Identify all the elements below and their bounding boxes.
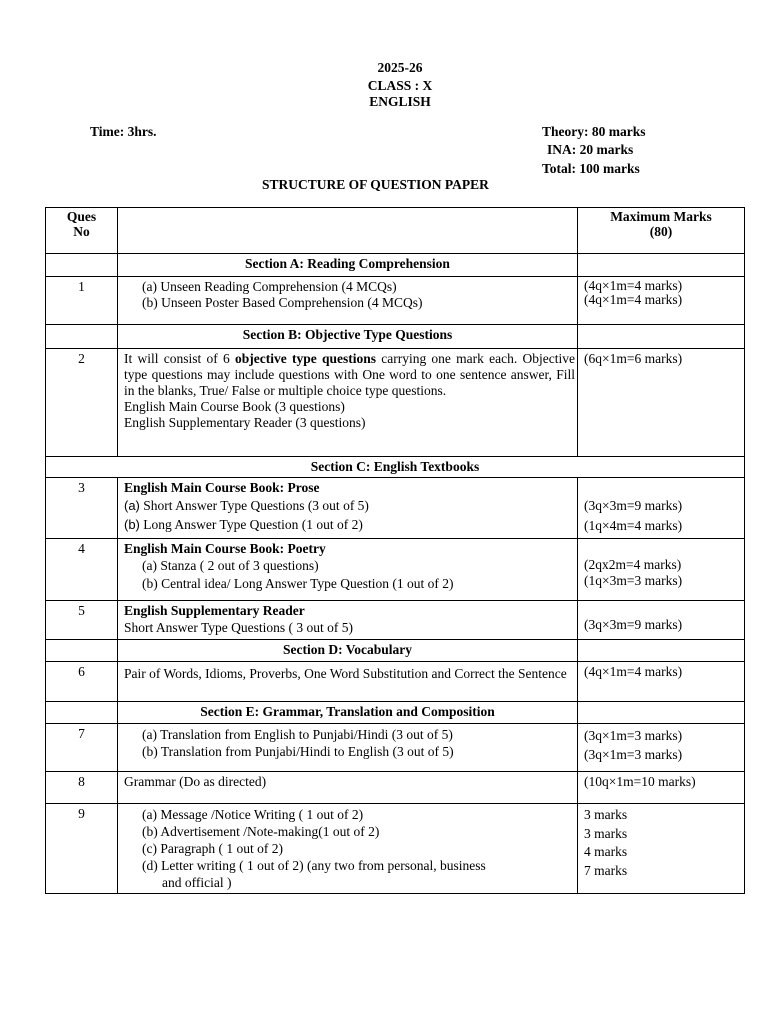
question-row-9 — [46, 804, 745, 894]
question-row-3 — [46, 478, 745, 539]
question-description: (a) Message /Notice Writing ( 1 out of 2) (b) Advertisement /Note-making(1 out of 2) (c) Paragraph ( 1 out of 2) (d) Letter writing ( 1 out of 2) (any two from personal, business and official ) — [118, 804, 578, 894]
question-number: 4 — [46, 539, 118, 601]
question-description: English Supplementary Reader Short Answer Type Questions ( 3 out of 5) — [118, 601, 578, 640]
time-label: Time: 3hrs. — [90, 124, 157, 139]
section-a-title: Section A: Reading Comprehension — [118, 254, 578, 277]
subject-heading: ENGLISH — [369, 94, 431, 109]
total-marks: Total: 100 marks — [542, 161, 640, 176]
question-number: 3 — [46, 478, 118, 539]
section-a-row — [46, 254, 745, 277]
section-b-row — [46, 325, 745, 349]
class-heading: CLASS : X — [367, 78, 433, 93]
section-c-title: Section C: English Textbooks — [46, 457, 745, 478]
col-header-qno: Ques No — [46, 208, 118, 254]
question-row-6 — [46, 662, 745, 702]
question-marks: (2qx2m=4 marks) (1q×3m=3 marks) — [578, 539, 745, 601]
section-e-row — [46, 702, 745, 724]
question-number: 7 — [46, 724, 118, 772]
table-header-row — [46, 208, 745, 254]
question-row-7 — [46, 724, 745, 772]
question-marks: (3q×1m=3 marks) (3q×1m=3 marks) — [578, 724, 745, 772]
theory-marks: Theory: 80 marks — [542, 124, 646, 139]
question-row-4 — [46, 539, 745, 601]
question-description: Grammar (Do as directed) — [118, 772, 578, 804]
question-number: 5 — [46, 601, 118, 640]
question-description: English Main Course Book: Poetry (a) Stanza ( 2 out of 3 questions) (b) Central idea/ Long Answer Type Question (1 out of 2) — [118, 539, 578, 601]
question-marks: (10q×1m=10 marks) — [578, 772, 745, 804]
section-e-title: Section E: Grammar, Translation and Composition — [118, 702, 578, 724]
ina-marks: INA: 20 marks — [547, 142, 634, 157]
section-b-title: Section B: Objective Type Questions — [118, 325, 578, 349]
section-c-row — [46, 457, 745, 478]
question-marks: (4q×1m=4 marks) (4q×1m=4 marks) — [578, 277, 745, 325]
structure-title: STRUCTURE OF QUESTION PAPER — [262, 177, 489, 192]
section-d-title: Section D: Vocabulary — [118, 640, 578, 662]
question-row-1 — [46, 277, 745, 325]
question-paper-table — [45, 207, 745, 894]
year-heading: 2025-26 — [377, 60, 423, 75]
question-description: Pair of Words, Idioms, Proverbs, One Word Substitution and Correct the Sentence — [118, 662, 578, 702]
question-marks: (6q×1m=6 marks) — [578, 349, 745, 457]
col-header-max-marks — [578, 208, 745, 254]
question-row-5 — [46, 601, 745, 640]
question-description: (a) Translation from English to Punjabi/Hindi (3 out of 5) (b) Translation from Punjabi/Hindi to English (3 out of 5) — [118, 724, 578, 772]
max-marks-label: Maximum Marks — [610, 209, 712, 224]
question-marks: (3q×3m=9 marks) (1q×4m=4 marks) — [578, 478, 745, 539]
question-marks: (4q×1m=4 marks) — [578, 662, 745, 702]
section-d-row — [46, 640, 745, 662]
question-number: 6 — [46, 662, 118, 702]
question-description: (a) Unseen Reading Comprehension (4 MCQs) (b) Unseen Poster Based Comprehension (4 MCQs) — [118, 277, 578, 325]
question-row-2 — [46, 349, 745, 457]
question-description: English Main Course Book: Prose (a) Short Answer Type Questions (3 out of 5) (b) Long Answer Type Question (1 out of 2) — [118, 478, 578, 539]
question-marks: (3q×3m=9 marks) — [578, 601, 745, 640]
question-number: 2 — [46, 349, 118, 457]
max-marks-total: (80) — [649, 224, 673, 239]
col-header-blank — [118, 208, 578, 254]
question-description: It will consist of 6 objective type questions carrying one mark each. Objective type questions may include questions with One word to one sentence answer, Fill in the blanks, True/ False or multiple choice type questions. English Main Course Book (3 questions) English Supplementary Reader (3 questions) — [118, 349, 578, 457]
question-number: 8 — [46, 772, 118, 804]
question-row-8 — [46, 772, 745, 804]
question-number: 1 — [46, 277, 118, 325]
question-number: 9 — [46, 804, 118, 894]
question-marks: 3 marks 3 marks 4 marks 7 marks — [578, 804, 745, 894]
